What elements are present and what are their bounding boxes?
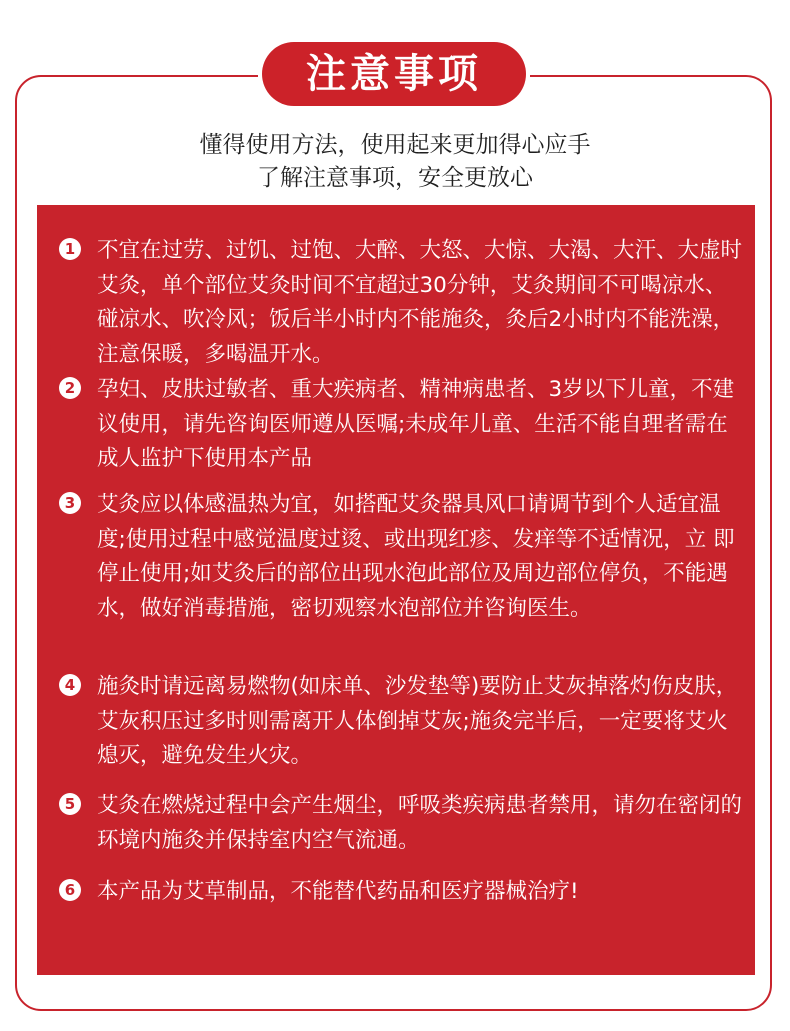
notice-text-6: 本产品为艾草制品，不能替代药品和医疗器械治疗!	[97, 879, 579, 904]
notice-text-1: 不宜在过劳、过饥、过饱、大醉、大怒、大惊、大渴、大汗、大虚时艾灸，单个部位艾灸时间不宜超过30分钟，艾灸期间不可喝凉水、碰凉水、吹冷风；饭后半小时内不能施灸，灸后2小时内不能洗澡，注意保暖，多喝温开水。	[97, 238, 743, 367]
notice-panel	[37, 205, 755, 975]
number-badge-4: 4	[59, 674, 81, 696]
number-badge-6: 6	[59, 879, 81, 901]
notice-text-5: 艾灸在燃烧过程中会产生烟尘，呼吸类疾病患者禁用，请勿在密闭的环境内施灸并保持室内空气流通。	[97, 793, 743, 853]
notice-text-3: 艾灸应以体感温热为宜，如搭配艾灸器具风口请调节到个人适宜温度;使用过程中感觉温度过烫、或出现红疹、发痒等不适情况，立 即停止使用;如艾灸后的部位出现水泡此部位及周边部位停负，不能遇水，做好消毒措施，密切观察水泡部位并咨询医生。	[97, 492, 735, 621]
number-badge-5: 5	[59, 793, 81, 815]
page-title: 注意事项	[262, 42, 526, 106]
number-badge-2: 2	[59, 377, 81, 399]
notice-text-2: 孕妇、皮肤过敏者、重大疾病者、精神病患者、3岁以下儿童，不建议使用，请先咨询医师遵从医嘱;未成年儿童、生活不能自理者需在成人监护下使用本产品	[97, 377, 735, 471]
subtitle-line-2: 了解注意事项，安全更放心	[257, 165, 533, 191]
title-badge	[258, 40, 530, 108]
number-badge-1: 1	[59, 238, 81, 260]
subtitle-line-1: 懂得使用方法，使用起来更加得心应手	[199, 132, 591, 158]
notice-text-4: 施灸时请远离易燃物(如床单、沙发垫等)要防止艾灰掉落灼伤皮肤，艾灰积压过多时则需离开人体倒掉艾灰;施灸完半后，一定要将艾火熄灭，避免发生火灾。	[97, 674, 738, 768]
number-badge-3: 3	[59, 492, 81, 514]
